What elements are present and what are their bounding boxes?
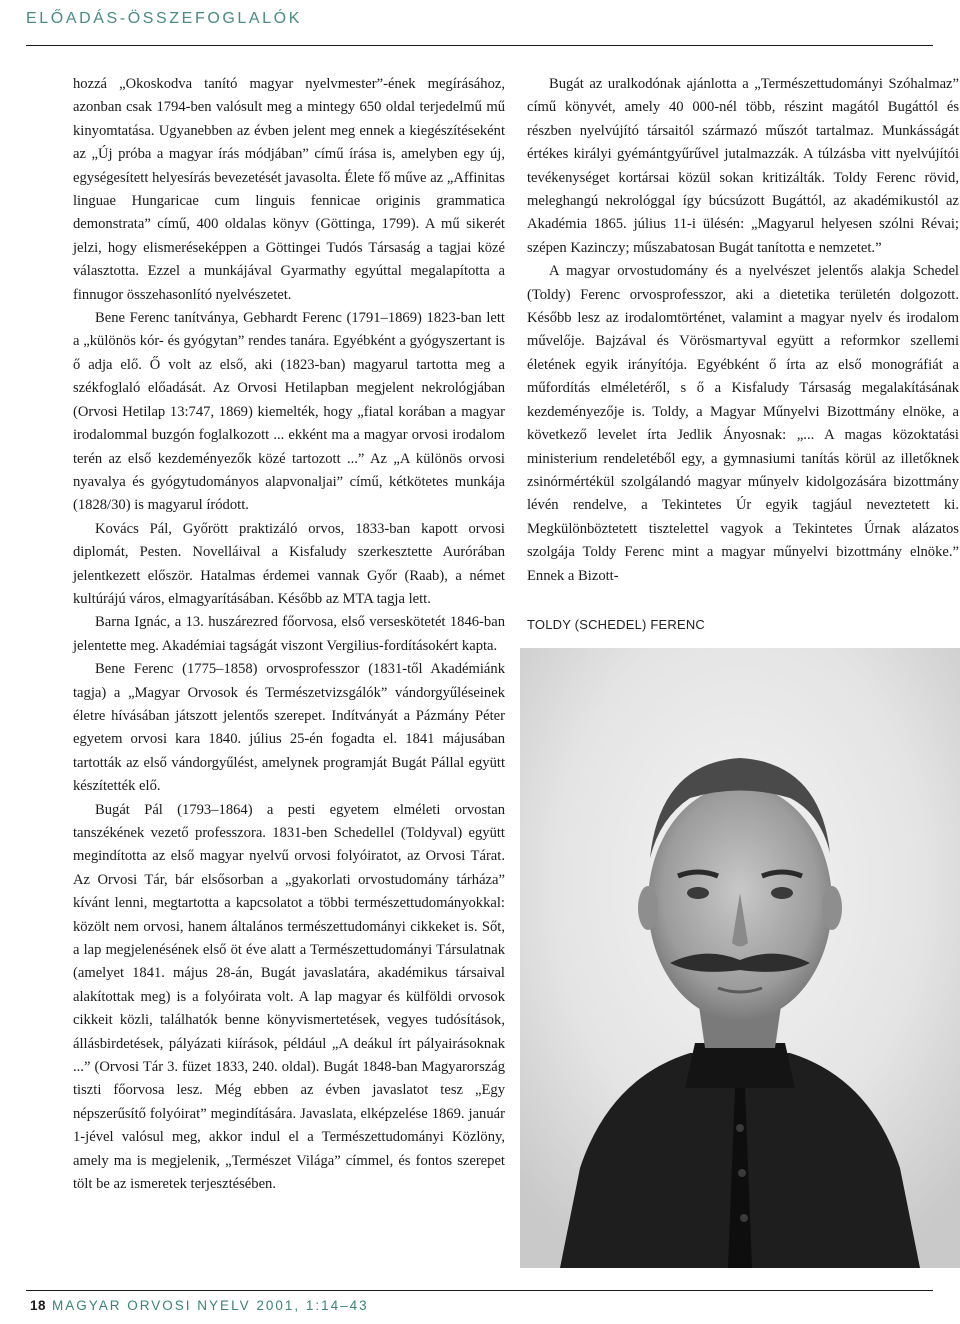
paragraph: Bene Ferenc (1775–1858) orvosprofesszor (1831-től Akadémiánk tagja) a „Magyar Orvosok és Természetvizsgálók” vándorgyűléseinek életre hívásában játszott jelentős szerepet. Indítványát a Pázmány Péter egyetem orvosi kara 1840. július 25-én fogadta el. 1841 májusában tartották az első vándorgyűlést, amelynek programját Bugát Pállal együtt készítették elő.	[73, 661, 505, 795]
header-rule	[26, 45, 933, 46]
journal-citation: MAGYAR ORVOSI NYELV 2001, 1:14–43	[52, 1298, 369, 1313]
page-number: 18	[30, 1298, 47, 1313]
paragraph: Barna Ignác, a 13. huszárezred főorvosa, első verseskötetét 1846-ban jelentette meg. Akadémiai tagságát viszont Vergilius-fordításokért kapta.	[73, 614, 505, 654]
paragraph: Bugát az uralkodónak ajánlotta a „Természettudományi Szóhalmaz” című könyvét, amely 40 000-nél több, részint magától Bugáttól és részben nyelvújító társaitól származó műszót tartalmaz. Munkásságát értékes királyi gyémántgyűrűvel jutalmazzák. A túlzásba vitt nyelvújítói tevékenységet kortársai közül sokan kritizálták. Toldy Ferenc rövid, meleghangú nekrológgal így búcsúzott Bugáttól, az akadémikustól az Akadémia 1865. július 11-i ülésén: „Magyarul helyesen szólni Révai; szépen Kazinczy; műszabatosan Bugát tanította e nemzetet.”	[527, 76, 959, 256]
paragraph: Kovács Pál, Győrött praktizáló orvos, 1833-ban kapott orvosi diplomát, Pesten. Novelláival a Kisfaludy szerkesztette Aurórában jelentkezett először. Hatalmas érdemei vannak Győr (Raab), a német kultúrájú város, elmagyarításában. Később az MTA tagja lett.	[73, 520, 505, 607]
paragraph: Bene Ferenc tanítványa, Gebhardt Ferenc (1791–1869) 1823-ban lett a „különös kór- és gyógytan” rendes tanára. Egyébként a gyógyszertant is ő adja elő. Ő volt az első, aki (1823-ban) magyarul tartotta meg a székfoglaló előadását. Az Orvosi Hetilapban megjelent nekrológjában (Orvosi Hetilap 13:747, 1869) kiemelték, hogy „fiatal korában a magyar irodalommal buzgón foglalkozott ... ekként ma a magyar orvosi irodalom terén az első kezdeményezők közé tartozott ...” Az „A különös orvosi nyavalya és gyógytudományos alapvonaljai” című, kétkötetes munkája (1828/30) is magyarul íródott.	[73, 310, 505, 514]
left-text-column	[73, 73, 505, 1197]
section-label: ELŐADÁS-ÖSSZEFOGLALÓK	[26, 10, 302, 27]
footer-rule	[26, 1290, 933, 1291]
portrait-photo	[520, 648, 960, 1268]
paragraph: Bugát Pál (1793–1864) a pesti egyetem elméleti orvostan tanszékének vezető professzora. 1831-ben Schedellel (Toldyval) együtt megindította az első magyar nyelvű orvosi folyóiratot, az Orvosi Tárat. Az Orvosi Tár, bár elsősorban a „gyakorlati orvostudomány tárháza” kívánt lenni, megtartotta a kapcsolatot a többi természettudományokkal: közölt nem orvosi, hanem általános természettudományi cikkeket is. Sőt, a lap megjelenésének első öt éve alatt a Természettudományi Társulatnak (amelyet 1841. május 28-án, Bugát javaslatára, akadémikus társaival alakítottak meg) is a folyóirata volt. A lap magyar és külföldi orvosok cikkeit közli, találhatók benne könyvismertetések, vegyes tudósítások, állásbirdetések, pályázati kiírások, például „A deákul írt pályairásoknak ...” (Orvosi Tár 3. füzet 1833, 240. oldal). Bugát 1848-ban Magyarország tiszti főorvosa lesz. Még ebben az évben javaslatot tesz „Egy népszerűsítő folyóirat” megindítására. Javaslata, elképzelése 1869. január 1-jével valósul meg, akkor indul el a Természettudományi Közlöny, amely ma is megjelenik, „Természet Világa” címmel, és fontos szerepet tölt be az ismeretek terjesztésében.	[73, 801, 505, 1193]
paragraph: hozzá „Okoskodva tanító magyar nyelvmester”-ének megírásához, azonban csak 1794-ben valósult meg a mintegy 650 oldal terjedelmű mű kinyomtatása. Ugyanebben az évben jelent meg ennek a kiegészítéseként az „Új próba a magyar írás módjában” című írása is, amelyben egy új, egységesített helyesírás bevezetését javasolta. Élete fő műve az „Affinitas linguae Hungaricae cum linguis fennicae originis grammatica demonstrata” című, 400 oldalas könyv (Göttinga, 1799). A mű sikerét jelzi, hogy elismeréseképpen a Göttingei Tudós Társaság a tagjai közé választotta. Ezzel a munkájával Gyarmathy egyúttal megalapította a finnugor összehasonlító nyelvészetet.	[73, 76, 505, 303]
photo-caption: TOLDY (SCHEDEL) FERENC	[527, 617, 706, 632]
paragraph: A magyar orvostudomány és a nyelvészet jelentős alakja Schedel (Toldy) Ferenc orvosprofesszor, aki a dietetika területén dolgozott. Később lesz az irodalomtörténet, valamint a magyar nyelv és irodalom művelője. Bajzával és Vörösmartyval együtt a reformkor szellemi életének egyik irányítója. Egyébként ő írta az első monográfiát a műfordítás elméletéről, s ő a Kisfaludy Társaság megalakításának kezdeményezője is. Toldy, a Magyar Műnyelvi Bizottmány elnöke, a következő levelet írta Jedlik Ányosnak: „... A magas közoktatási ministerium rendeletéből egy, a gymnasiumi tanítás körül az illetőknek zsinórmértékül szolgálandó magyar műnyelv kidolgozására bizottmány lévén rendelve, a Tekintetes Úr egyik tagjául neveztetett ki. Megkülönböztetett tisztelettel vagyok a Tekintetes Úrnak alázatos szolgája Toldy Ferenc mint a magyar műnyelvi bizottmány elnöke.” Ennek a Bizott-	[527, 263, 959, 584]
right-text-column	[527, 73, 959, 588]
page-footer	[26, 1298, 933, 1313]
